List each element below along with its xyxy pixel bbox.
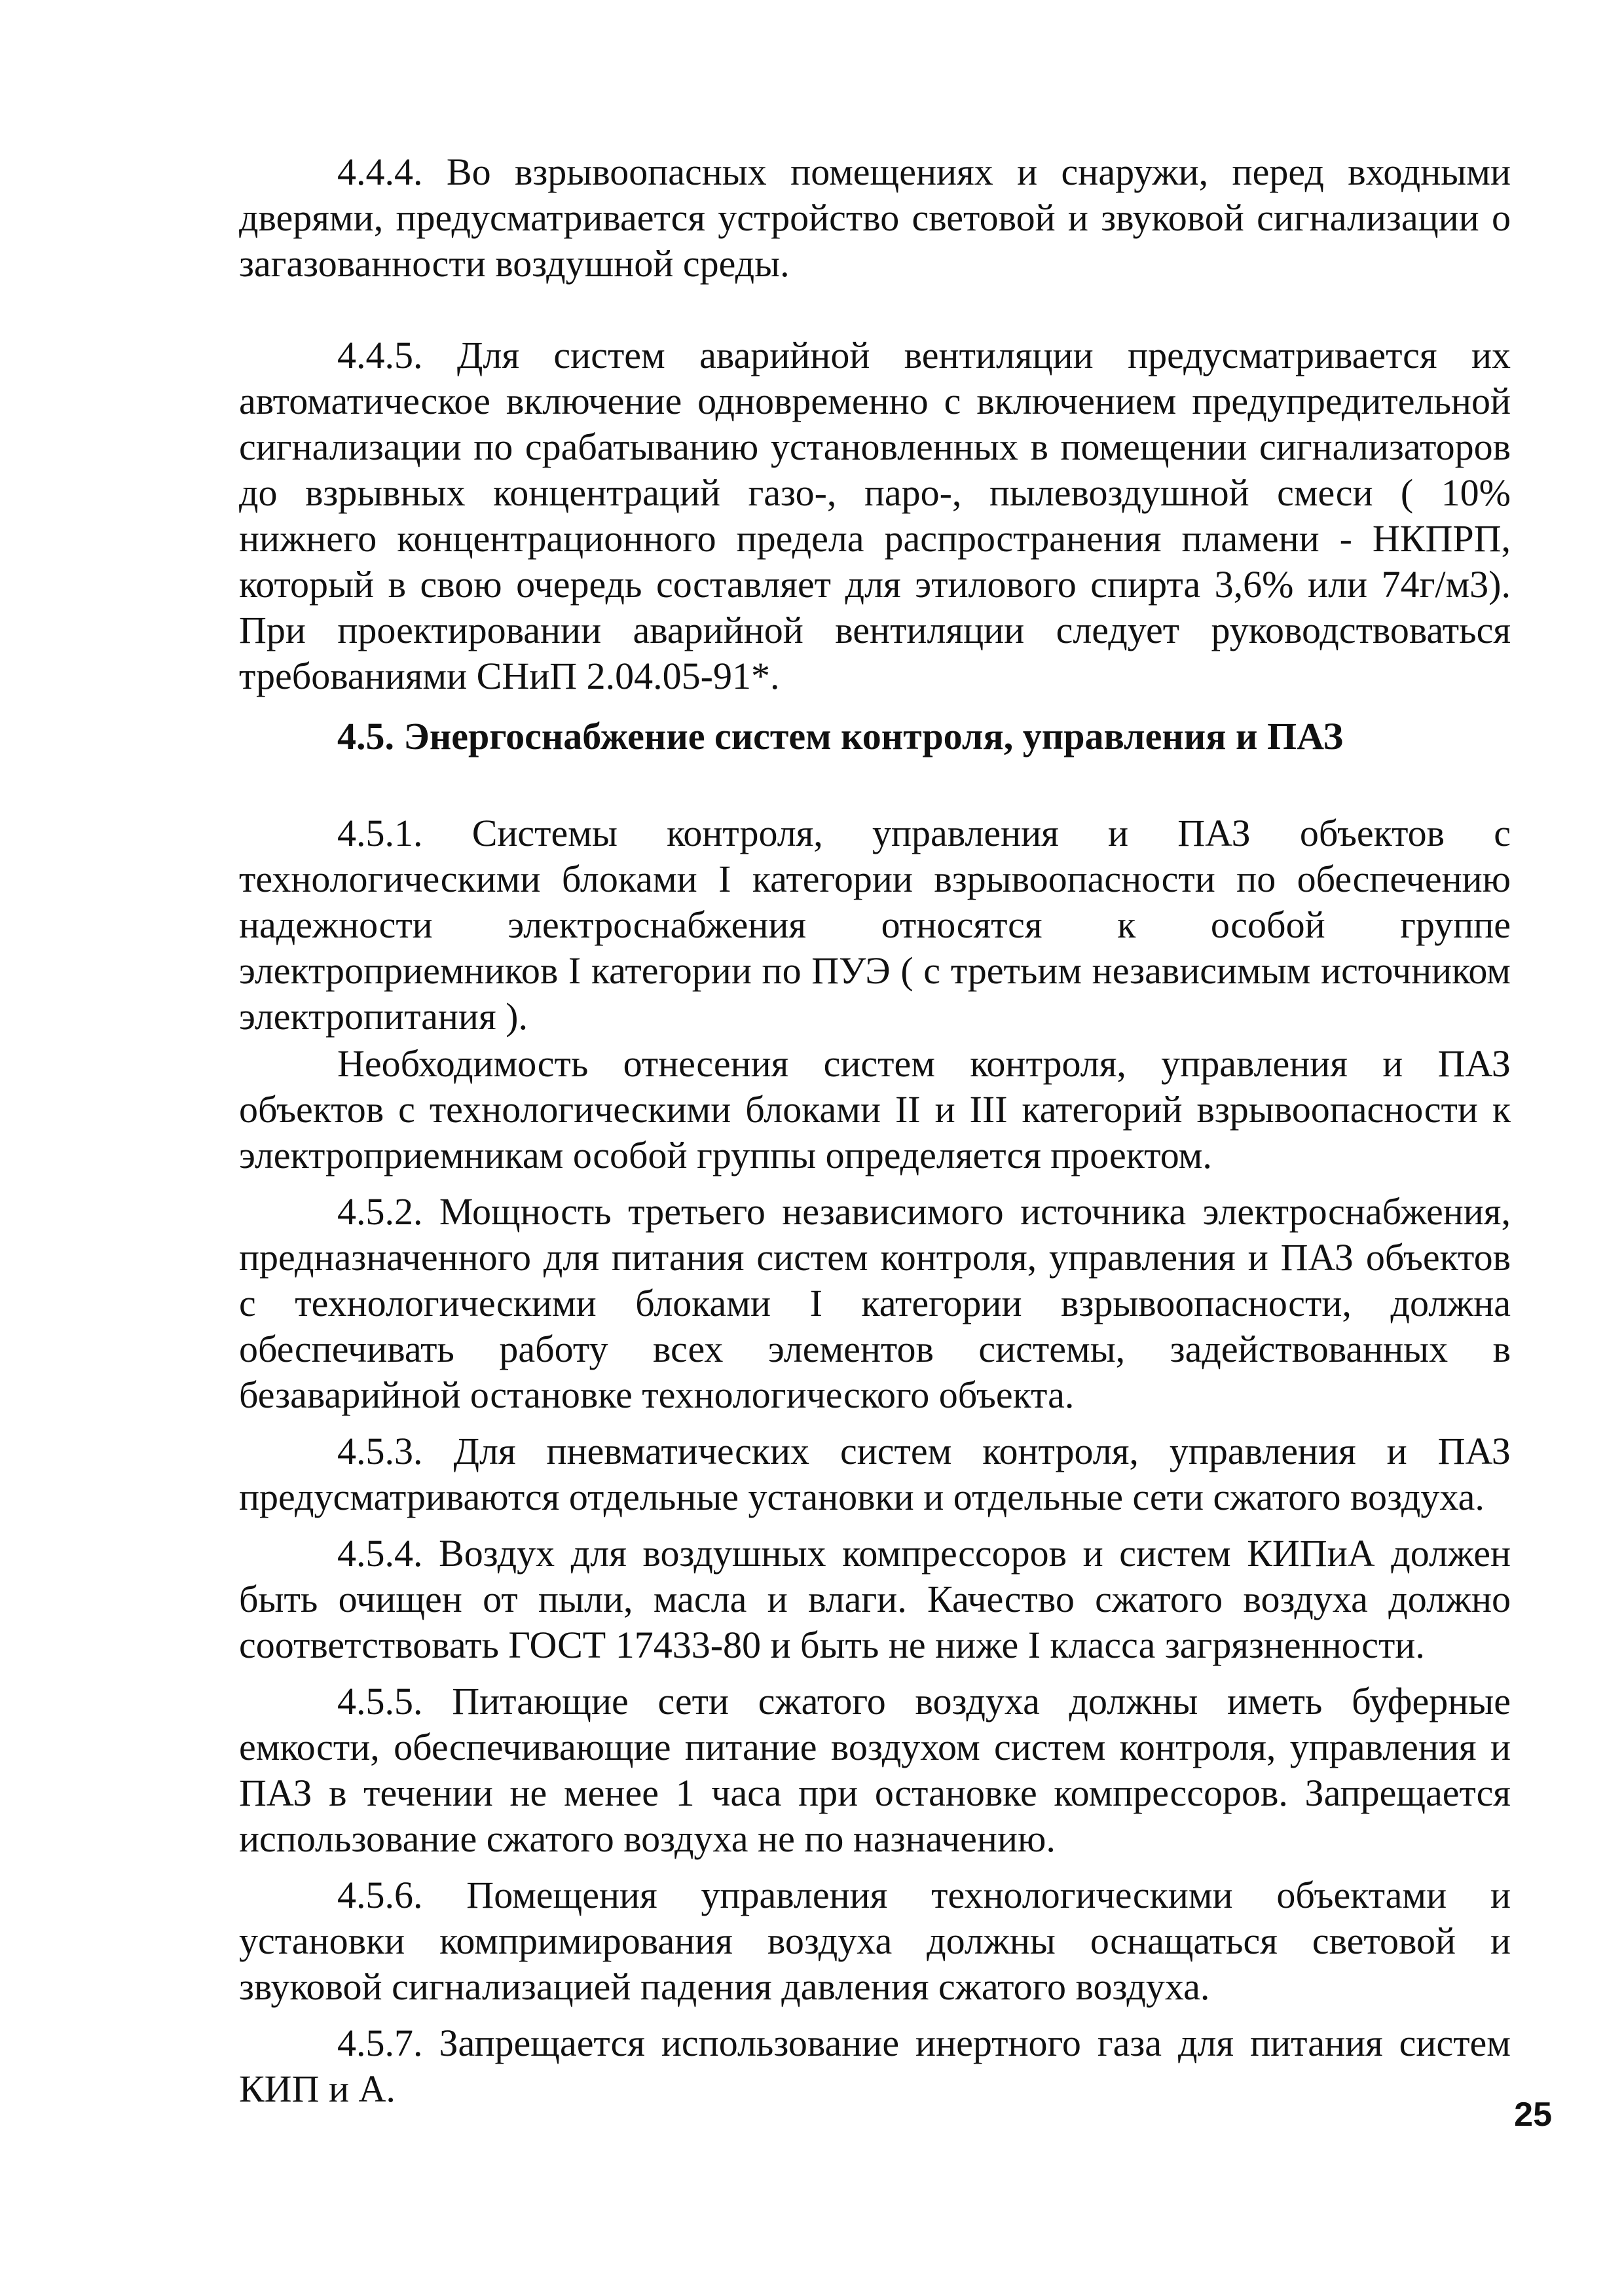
paragraph-4-5-1-continuation: Необходимость отнесения систем контроля, управления и ПАЗ объектов с технологическими блоками II и III категорий взрывоопасности к электроприемникам особой группы определяется проектом. bbox=[239, 1042, 1511, 1176]
paragraph-4-5-4: 4.5.4. Воздух для воздушных компрессоров и систем КИПиА должен быть очищен от пыли, масла и влаги. Качество сжатого воздуха должно соответствовать ГОСТ 17433-80 и быть не ниже I класса загрязненности. bbox=[239, 1532, 1511, 1666]
paragraph-4-4-5: 4.4.5. Для систем аварийной вентиляции предусматривается их автоматическое включение одновременно с включением предупредительной сигнализации по срабатыванию установленных в помещении сигнализаторов до взрывных концентраций газо-, паро-, пылевоздушной смеси ( 10% нижнего концентрационного предела распространения пламени - НКПРП, который в свою очередь составляет для этилового спирта 3,6% или 74г/м3). При проектировании аварийной вентиляции следует руководствоваться требованиями СНиП 2.04.05-91*. bbox=[239, 334, 1511, 697]
page-number: 25 bbox=[1514, 2096, 1552, 2134]
top-text-block bbox=[239, 149, 1511, 699]
paragraph-4-5-5: 4.5.5. Питающие сети сжатого воздуха должны иметь буферные емкости, обеспечивающие питание воздухом систем контроля, управления и ПАЗ в течении не менее 1 часа при остановке компрессоров. Запрещается использование сжатого воздуха не по назначению. bbox=[239, 1680, 1511, 1860]
paragraph-4-5-6: 4.5.6. Помещения управления технологическими объектами и установки компримирования воздуха должны оснащаться световой и звуковой сигнализацией падения давления сжатого воздуха. bbox=[239, 1874, 1511, 2008]
paragraph-4-5-3: 4.5.3. Для пневматических систем контроля, управления и ПАЗ предусматриваются отдельные установки и отдельные сети сжатого воздуха. bbox=[239, 1430, 1511, 1518]
paragraph-4-5-2: 4.5.2. Мощность третьего независимого источника электроснабжения, предназначенного для питания систем контроля, управления и ПАЗ объектов с технологическими блоками I категории взрывоопасности, должна обеспечивать работу всех элементов системы, задействованных в безаварийной остановке технологического объекта. bbox=[239, 1190, 1511, 1416]
section-heading-4-5: 4.5. Энергоснабжение систем контроля, управления и ПАЗ bbox=[337, 715, 1344, 757]
section-4-5-text-block bbox=[239, 811, 1511, 2112]
paragraph-4-4-4: 4.4.4. Во взрывоопасных помещениях и снаружи, перед входными дверями, предусматривается устройство световой и звуковой сигнализации о загазованности воздушной среды. bbox=[239, 151, 1511, 285]
paragraph-4-5-1: 4.5.1. Системы контроля, управления и ПАЗ объектов с технологическими блоками I категории взрывоопасности по обеспечению надежности электроснабжения относятся к особой группе электроприемников I категории по ПУЭ ( с третьим независимым источником электропитания ). bbox=[239, 812, 1511, 1038]
paragraph-4-5-7: 4.5.7. Запрещается использование инертного газа для питания систем КИП и А. bbox=[239, 2022, 1511, 2110]
